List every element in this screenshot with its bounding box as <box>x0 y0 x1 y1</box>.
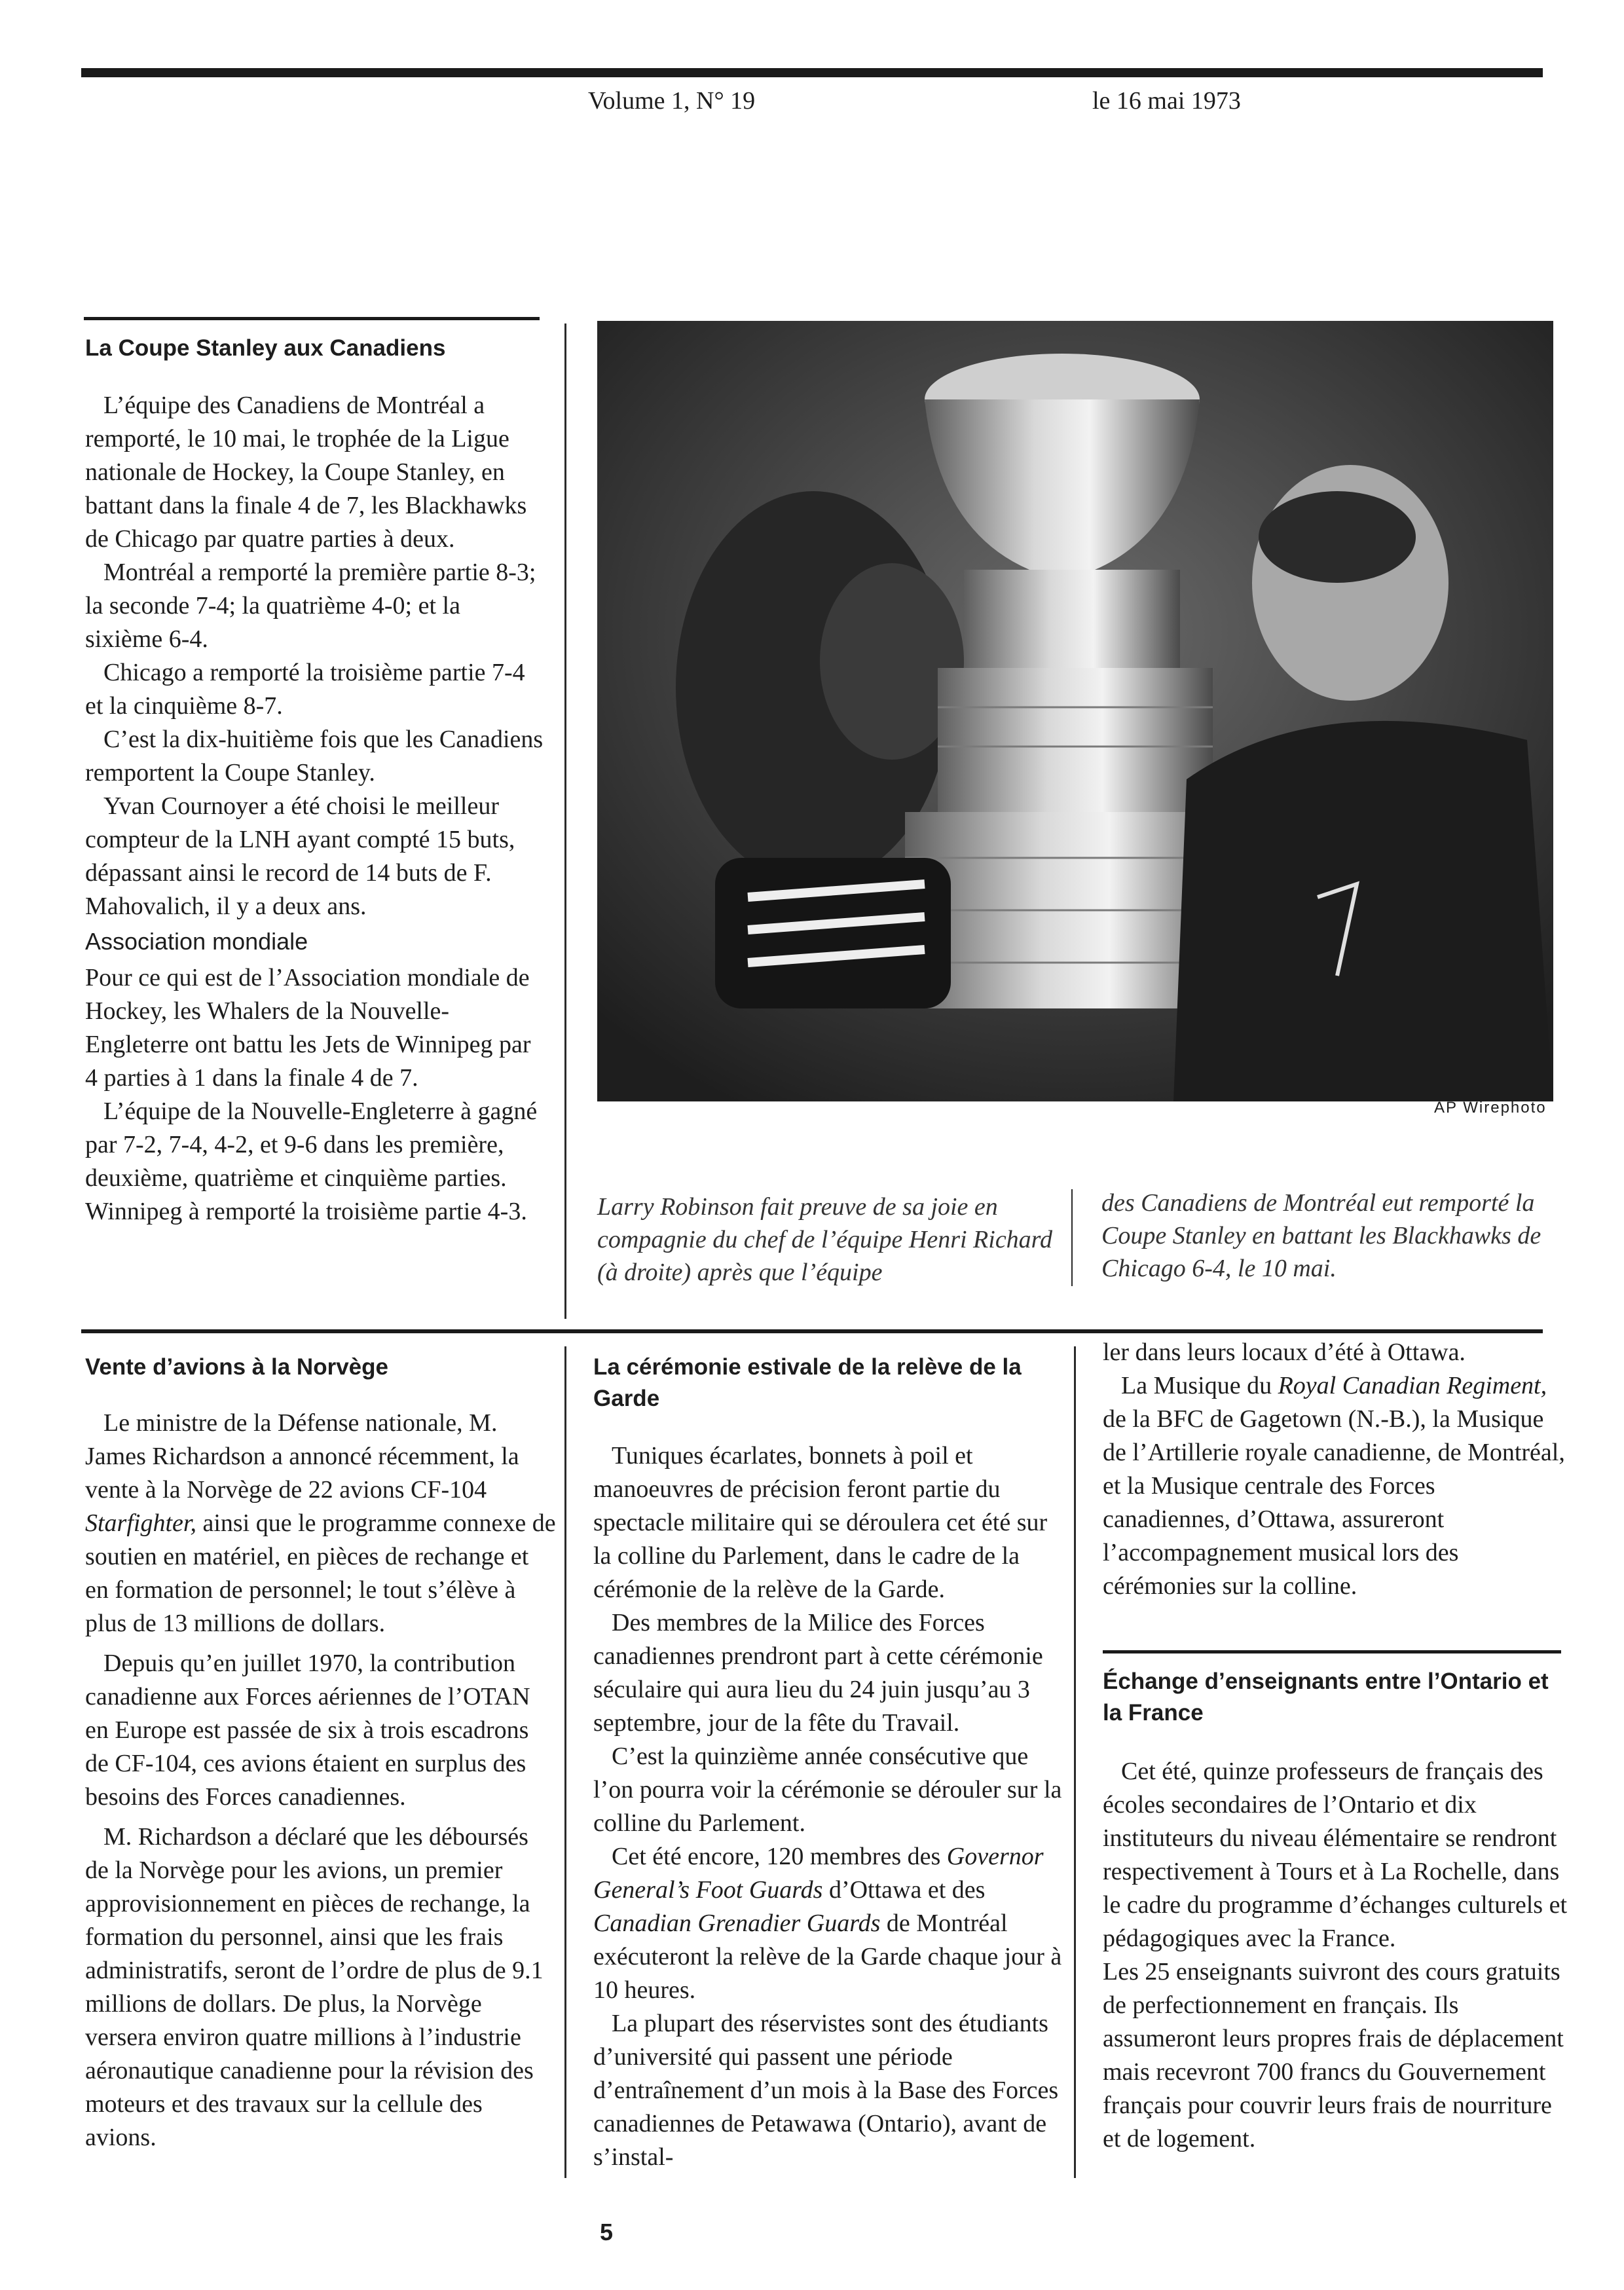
norvege-paragraph: Le ministre de la Défense nationale, M. James Richardson a annoncé récemment, la vente à la Norvège de 22 avions CF-104 Starfighter, ainsi que le programme connexe de soutien en matériel, en pièces de rechange et en formation de personnel; le tout s’élève à plus de 13 millions de dollars. <box>85 1409 556 1637</box>
garde-continued-paragraph: ler dans leurs locaux d’été à Ottawa. <box>1103 1339 1466 1366</box>
garde-title: La cérémonie estivale de la relève de la Garde <box>593 1354 1022 1411</box>
echange-rule <box>1103 1650 1561 1653</box>
association-paragraph: Pour ce qui est de l’Association mondiale de Hockey, les Whalers de la Nouvelle-Engleterre ont battu les Jets de Winnipeg par 4 parties à 1 dans la finale 4 de 7. <box>85 964 531 1092</box>
photo-credit: AP Wirephoto <box>1434 1099 1547 1117</box>
stanley-paragraph: Yvan Cournoyer a été choisi le meilleur compteur de la LNH ayant compté 15 buts, dépassant ainsi le record de 14 buts de F. Mahovalich, il y a deux ans. <box>85 792 515 920</box>
association-paragraph: L’équipe de la Nouvelle-Engleterre à gagné par 7-2, 7-4, 4-2, et 9-6 dans les première, deuxième, quatrième et cinquième parties. Winnipeg à remporté la troisième partie 4-3. <box>85 1098 538 1225</box>
stanley-paragraph: Chicago a remporté la troisième partie 7-4 et la cinquième 8-7. <box>85 659 525 720</box>
garde-continued-paragraph: La Musique du Royal Canadian Regiment, de la BFC de Gagetown (N.-B.), la Musique de l’Artillerie royale canadienne, de Montréal, et la Musique centrale des Forces canadiennes, d’Ottawa, assureront l’accompagnement musical lors des cérémonies sur la colline. <box>1103 1372 1565 1600</box>
top-rule <box>81 68 1543 77</box>
echange-paragraph: Cet été, quinze professeurs de français des écoles secondaires de l’Ontario et dix instituteurs du niveau élémentaire se rendront respectivement à Tours et à La Rochelle, dans le cadre du programme d’échanges culturels et pédagogiques avec la France. <box>1103 1758 1568 1952</box>
stanley-rule <box>84 317 540 320</box>
garde-paragraph: Tuniques écarlates, bonnets à poil et manoeuvres de précision feront partie du spectacle militaire qui se déroulera cet été sur la colline du Parlement, dans le cadre de la cérémonie de la relève de la Garde. <box>593 1442 1048 1603</box>
norvege-title: Vente d’avions à la Norvège <box>85 1354 388 1380</box>
echange-title: Échange d’enseignants entre l’Ontario et la France <box>1103 1669 1549 1726</box>
norvege-body <box>85 1407 557 2154</box>
stanley-paragraph: C’est la dix-huitième fois que les Canadiens remportent la Coupe Stanley. <box>85 726 544 786</box>
norvege-paragraph: M. Richardson a déclaré que les déboursés de la Norvège pour les avions, un premier approvisionnement en pièces de rechange, la formation du personnel, ainsi que les frais administratifs, seront de l’ordre de plus de 9.1 millions de dollars. De plus, la Norvège versera environ quatre millions à l’industrie aéronautique canadienne pour la révision des moteurs et des travaux sur la cellule des avions. <box>85 1823 544 2151</box>
column-divider <box>1074 1346 1076 2178</box>
stanley-paragraph: Montréal a remporté la première partie 8-3; la seconde 7-4; la quatrième 4-0; et la sixième 6-4. <box>85 559 536 653</box>
volume-number: Volume 1, N° 19 <box>588 87 756 115</box>
stanley-paragraph: L’équipe des Canadiens de Montréal a remporté, le 10 mai, le trophée de la Ligue nationale de Hockey, la Coupe Stanley, en battant dans la finale 4 de 7, les Blackhawks de Chicago par quatre parties à deux. <box>85 392 527 553</box>
column-divider <box>564 323 566 1319</box>
stanley-title: La Coupe Stanley aux Canadiens <box>85 335 446 361</box>
garde-body <box>593 1439 1065 2174</box>
garde-paragraph: C’est la quinzième année consécutive que l’on pourra voir la cérémonie se dérouler sur la colline du Parlement. <box>593 1743 1062 1837</box>
stanley-body <box>85 389 544 1228</box>
echange-body <box>1103 1755 1568 2156</box>
column-divider <box>564 1346 566 2178</box>
issue-date: le 16 mai 1973 <box>1092 87 1241 115</box>
section-rule <box>81 1329 1543 1333</box>
garde-paragraph: Des membres de la Milice des Forces canadiennes prendront part à cette cérémonie séculaire qui aura lieu du 24 juin jusqu’au 3 septembre, jour de la fête du Travail. <box>593 1609 1043 1737</box>
norvege-paragraph: Depuis qu’en juillet 1970, la contribution canadienne aux Forces aériennes de l’OTAN en Europe est passée de six à trois escadrons de CF-104, ces avions étaient en surplus des besoins des Forces canadiennes. <box>85 1650 530 1811</box>
photo-caption-right: des Canadiens de Montréal eut remporté la Coupe Stanley en battant les Blackhawks de Chicago 6-4, le 10 mai. <box>1101 1189 1541 1282</box>
caption-divider <box>1071 1189 1073 1286</box>
page-number: 5 <box>600 2219 614 2245</box>
echange-paragraph: Les 25 enseignants suivront des cours gratuits de perfectionnement en français. Ils assumeront leurs propres frais de déplacement mais recevront 700 francs du Gouvernement français pour couvrir leurs frais de nourriture et de logement. <box>1103 1958 1564 2152</box>
garde-paragraph: Cet été encore, 120 membres des Governor General’s Foot Guards d’Ottawa et des Canadian Grenadier Guards de Montréal exécuteront la relève de la Garde chaque jour à 10 heures. <box>593 1843 1062 2004</box>
photo-caption-left: Larry Robinson fait preuve de sa joie en compagnie du chef de l’équipe Henri Richard (à droite) après que l’équipe <box>597 1193 1053 1286</box>
garde-paragraph: La plupart des réservistes sont des étudiants d’université qui passent une période d’entraînement d’un mois à la Base des Forces canadiennes de Petawawa (Ontario), avant de s’instal- <box>593 2010 1059 2171</box>
garde-continued <box>1103 1336 1568 1603</box>
association-subheading: Association mondiale <box>85 928 308 955</box>
stanley-cup-photo <box>597 321 1553 1101</box>
